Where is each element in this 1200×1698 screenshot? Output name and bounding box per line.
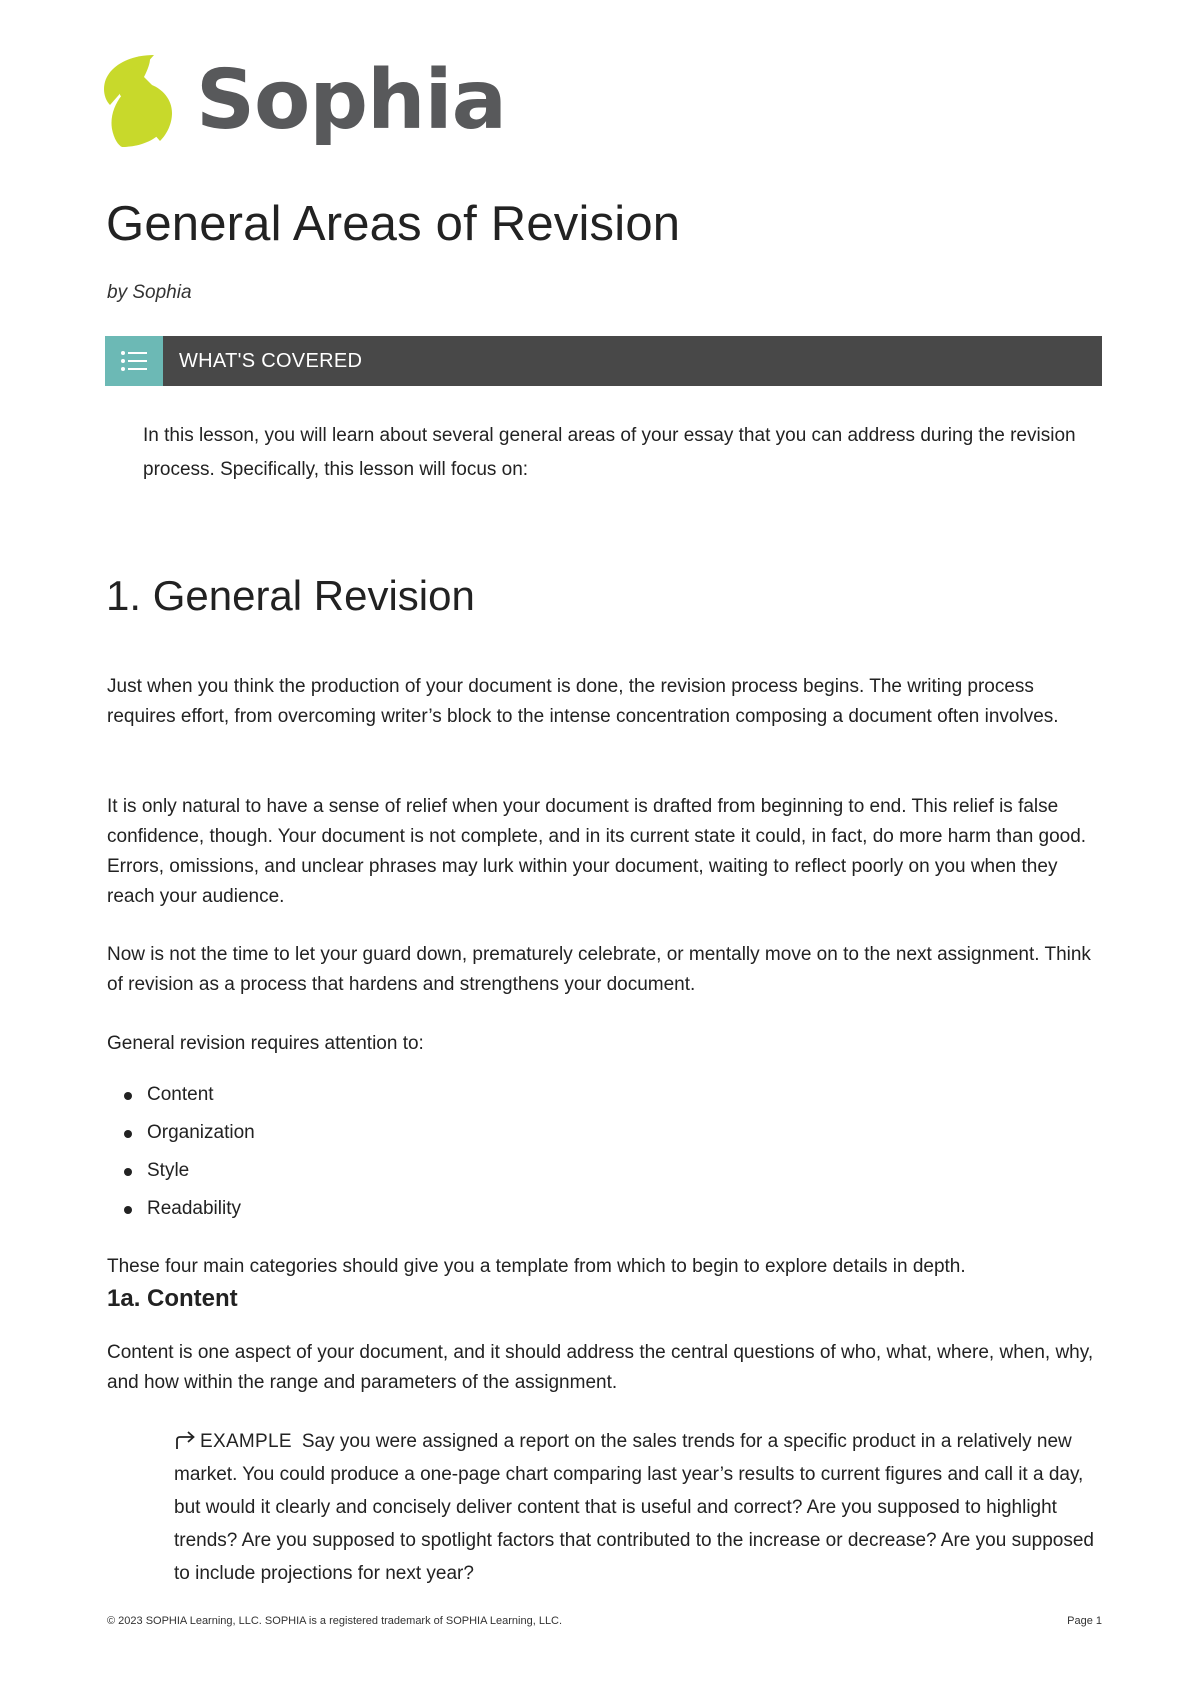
sophia-logo-text: Sophia (196, 53, 506, 148)
bullet-icon (124, 1168, 132, 1176)
page-title: General Areas of Revision (106, 197, 681, 251)
paragraph: Just when you think the production of your document is done, the revision process begins. The writing process requires effort, from overcoming writer’s block to the intense concentration composing a document often involves. (107, 676, 1059, 727)
list-icon (105, 336, 163, 386)
example-text: Say you were assigned a report on the sales trends for a specific product in a relatively new market. You could produce a one-page chart comparing last year’s results to current figures and call it a day, but would it clearly and concisely deliver content that is useful and correct? Are you supposed to highlight trends? Are you supposed to spotlight factors that contributed to the increase or decrease? Are you supposed to include projections for next year? (174, 1431, 1094, 1584)
paragraph: These four main categories should give you a template from which to begin to explore details in depth. (107, 1256, 966, 1277)
list-item: Readability (107, 1194, 255, 1232)
bullet-icon (124, 1130, 132, 1138)
sophia-logo (104, 55, 506, 147)
paragraph: Content is one aspect of your document, and it should address the central questions of who, what, where, when, why, and how within the range and parameters of the assignment. (107, 1342, 1094, 1393)
whats-covered-intro: In this lesson, you will learn about several general areas of your essay that you can address during the revision process. Specifically, this lesson will focus on: (143, 425, 1076, 480)
arrow-turn-right-icon (174, 1430, 196, 1450)
subsection-heading-content: 1a. Content (107, 1285, 238, 1312)
example-label: EXAMPLE (200, 1431, 292, 1452)
paragraph: It is only natural to have a sense of relief when your document is drafted from beginning to end. This relief is false confidence, though. Your document is not complete, and in its current state it could, in fact, do more harm than good. Errors, omissions, and unclear phrases may lurk within your document, waiting to reflect poorly on you when they reach your audience. (107, 796, 1087, 907)
list-item: Style (107, 1156, 255, 1194)
bullet-icon (124, 1206, 132, 1214)
paragraph: Now is not the time to let your guard down, prematurely celebrate, or mentally move on to the next assignment. Think of revision as a process that hardens and strengthens your document. (107, 944, 1091, 995)
sophia-logo-mark-icon (104, 55, 172, 147)
byline: by Sophia (107, 282, 192, 303)
page-number: Page 1 (1067, 1615, 1102, 1627)
section-heading-general-revision: 1. General Revision (106, 572, 475, 619)
paragraph: General revision requires attention to: (107, 1033, 424, 1054)
bullet-list (107, 1080, 255, 1232)
whats-covered-bar (105, 336, 1102, 386)
bullet-icon (124, 1092, 132, 1100)
footer-copyright: © 2023 SOPHIA Learning, LLC. SOPHIA is a registered trademark of SOPHIA Learning, LLC. (107, 1615, 563, 1627)
list-item: Content (107, 1080, 255, 1118)
whats-covered-label: WHAT'S COVERED (179, 349, 363, 372)
list-item: Organization (107, 1118, 255, 1156)
example-callout (174, 1425, 1104, 1590)
